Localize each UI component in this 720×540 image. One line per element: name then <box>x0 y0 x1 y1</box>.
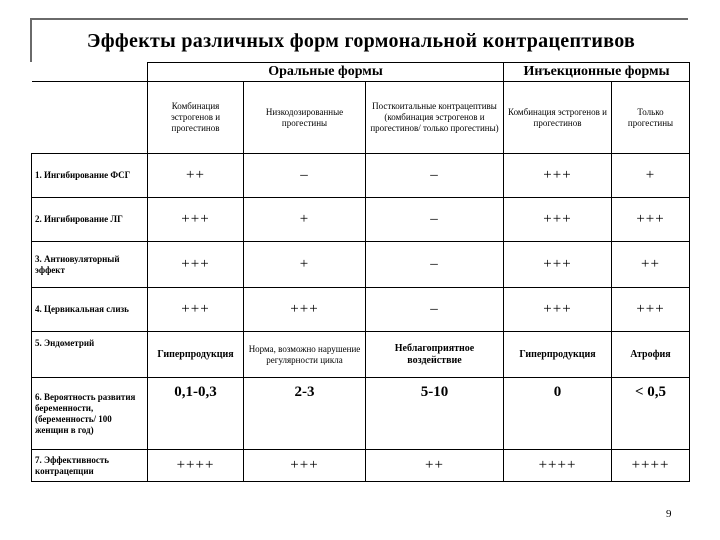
subheader-inj-progestin: Только прогестины <box>612 82 690 154</box>
table-cell: < 0,5 <box>612 378 690 450</box>
row-label: 7. Эффективность контрацепции <box>32 450 148 482</box>
table-cell: ++ <box>366 450 504 482</box>
row-label: 3. Антиовуляторный эффект <box>32 242 148 288</box>
table-cell: +++ <box>504 242 612 288</box>
page-title: Эффекты различных форм гормональной контрацептивов <box>86 30 636 52</box>
table-row <box>32 378 690 450</box>
table-cell: 0,1-0,3 <box>148 378 244 450</box>
table-cell: +++ <box>244 288 366 332</box>
row-label: 5. Эндометрий <box>32 332 148 378</box>
table-cell: – <box>366 242 504 288</box>
table-cell: – <box>244 154 366 198</box>
effects-table <box>31 62 690 482</box>
table-cell: +++ <box>244 450 366 482</box>
table-cell: ++++ <box>612 450 690 482</box>
table-cell: +++ <box>612 198 690 242</box>
table-cell: +++ <box>148 198 244 242</box>
table-cell: + <box>244 242 366 288</box>
title-frame <box>30 18 688 62</box>
corner-cell-2 <box>32 82 148 154</box>
table-cell: + <box>244 198 366 242</box>
table-cell: 0 <box>504 378 612 450</box>
table-row <box>32 332 690 378</box>
subheader-oral-combined: Комбинация эстрогенов и прогестинов <box>148 82 244 154</box>
table-cell: + <box>612 154 690 198</box>
table-cell: ++++ <box>148 450 244 482</box>
table-cell: +++ <box>504 154 612 198</box>
row-label: 6. Вероятность развития беременности, (беременность/ 100 женщин в год) <box>32 378 148 450</box>
table-cell: Норма, возможно нарушение регулярности цикла <box>244 332 366 378</box>
subheader-oral-lowdose: Низкодозированные прогестины <box>244 82 366 154</box>
table-cell: ++ <box>148 154 244 198</box>
table-cell: Атрофия <box>612 332 690 378</box>
group-injection: Инъекционные формы <box>504 63 690 82</box>
table-cell: Неблагоприятное воздействие <box>366 332 504 378</box>
table-cell: +++ <box>148 242 244 288</box>
table-cell: +++ <box>148 288 244 332</box>
table-cell: ++++ <box>504 450 612 482</box>
table-cell: – <box>366 198 504 242</box>
table-cell: 5-10 <box>366 378 504 450</box>
row-label: 1. Ингибирование ФСГ <box>32 154 148 198</box>
subheader-inj-combined: Комбинация эстрогенов и прогестинов <box>504 82 612 154</box>
table-row <box>32 288 690 332</box>
table-row <box>32 242 690 288</box>
table-cell: – <box>366 154 504 198</box>
table-row <box>32 198 690 242</box>
page-number: 9 <box>666 508 672 520</box>
corner-cell <box>32 63 148 82</box>
table-cell: +++ <box>504 198 612 242</box>
table-cell: 2-3 <box>244 378 366 450</box>
table-cell: Гиперпродукция <box>504 332 612 378</box>
table-row <box>32 450 690 482</box>
table-cell: +++ <box>504 288 612 332</box>
table-row <box>32 154 690 198</box>
table-cell: Гиперпродукция <box>148 332 244 378</box>
table-cell: ++ <box>612 242 690 288</box>
subheader-postcoital: Посткоитальные контрацептивы (комбинация эстрогенов и прогестинов/ только прогестины) <box>366 82 504 154</box>
table-cell: +++ <box>612 288 690 332</box>
row-label: 4. Цервикальная слизь <box>32 288 148 332</box>
table-cell: – <box>366 288 504 332</box>
row-label: 2. Ингибирование ЛГ <box>32 198 148 242</box>
group-oral: Оральные формы <box>148 63 504 82</box>
